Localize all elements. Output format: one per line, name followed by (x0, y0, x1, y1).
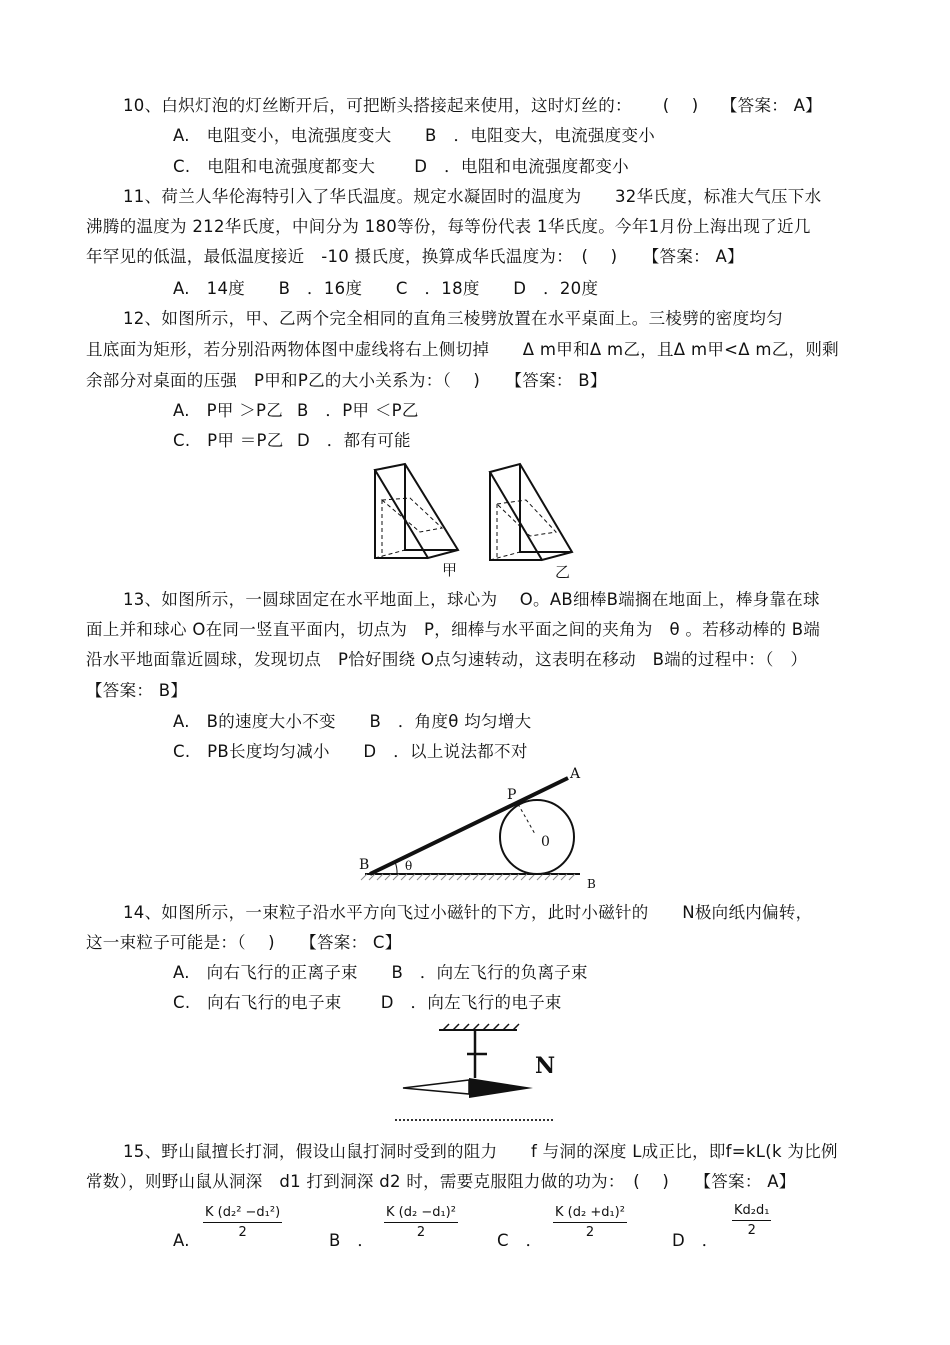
q12-option-a: A. P甲 ＞P乙 (173, 401, 284, 420)
q14-compass-figure (395, 1018, 565, 1128)
wedge-jia (375, 464, 458, 558)
sphere (500, 800, 574, 874)
q13-line1: 13、如图所示，一圆球固定在水平地面上，球心为 O。AB细棒B端搁在地面上，棒身靠在球 (123, 590, 820, 609)
q11-options: A. 14度 B ．16度 C ．18度 D ．20度 (173, 279, 599, 298)
q15-option-d-label: D ． (672, 1231, 719, 1250)
q12-line3: 余部分对桌面的压强 P甲和P乙的大小关系为：（ ) 【答案： B】 (86, 371, 607, 390)
q11-line2: 沸腾的温度为 212华氏度，中间分为 180等份，每等份代表 1华氏度。今年1月份上海出现了近几 (86, 217, 811, 236)
q15-option-a-fraction (203, 1205, 282, 1240)
q15-option-b-fraction (384, 1205, 458, 1240)
q12-option-b: B ．P甲 ＜P乙 (297, 401, 419, 420)
frac-b-numerator: K (d₂ −d₁)² (384, 1205, 458, 1223)
frac-c-denominator: 2 (585, 1225, 595, 1240)
q12-line1: 12、如图所示，甲、乙两个完全相同的直角三棱劈放置在水平桌面上。三棱劈的密度均匀 (123, 309, 783, 328)
q12-wedge-figure (360, 460, 590, 580)
rod-ab (370, 778, 568, 874)
label-theta: θ (405, 859, 413, 873)
radius-op (518, 804, 535, 834)
label-o: 0 (541, 834, 550, 850)
q15-option-b-label: B ． (329, 1231, 375, 1250)
q14-options-ab: A. 向右飞行的正离子束 B ．向左飞行的负离子束 (173, 963, 588, 982)
q15-option-a-label: A. (173, 1231, 190, 1250)
q11-line3: 年罕见的低温，最低温度接近 -10 摄氏度，换算成华氏温度为： ( ) 【答案： A】 (86, 247, 744, 266)
frac-a-denominator: 2 (238, 1225, 247, 1240)
q13-options-cd: C. PB长度均匀减小 D ．以上说法都不对 (173, 742, 528, 761)
q13-options-ab: A. B的速度大小不变 B ．角度θ 均匀增大 (173, 712, 532, 731)
q12-option-d: D ．都有可能 (297, 431, 411, 450)
q15-line1: 15、野山鼠擅长打洞，假设山鼠打洞时受到的阻力 f 与洞的深度 L成正比，即f=kL(k 为比例 (123, 1142, 838, 1161)
label-p: P (507, 787, 517, 803)
q14-line1: 14、如图所示，一束粒子沿水平方向飞过小磁针的下方，此时小磁针的 N极向纸内偏转， (123, 903, 813, 922)
label-jia: 甲 (442, 561, 458, 579)
q10-options-ab: A. 电阻变小，电流强度变大 B ．电阻变大，电流强度变小 (173, 126, 656, 145)
q13-answer: 【答案： B】 (86, 681, 188, 700)
wedge-yi (490, 464, 572, 560)
q14-line2: 这一束粒子可能是：（ ) 【答案： C】 (86, 933, 402, 952)
label-b: B (359, 857, 370, 873)
q10-stem: 10、白炽灯泡的灯丝断开后，可把断头搭接起来使用，这时灯丝的： ( ) 【答案： A】 (123, 96, 822, 115)
label-n: N (535, 1053, 556, 1079)
frac-c-numerator: K (d₂ +d₁)² (553, 1205, 627, 1223)
frac-b-denominator: 2 (416, 1225, 426, 1240)
q15-option-c-label: C ． (497, 1231, 543, 1250)
q13-line2: 面上并和球心 O在同一竖直平面内，切点为 P，细棒与水平面之间的夹角为 θ 。若移动棒的 B端 (86, 620, 821, 639)
q13-rod-sphere-figure (355, 762, 605, 892)
q14-options-cd: C. 向右飞行的电子束 D ．向左飞行的电子束 (173, 993, 562, 1012)
angle-arc (395, 862, 397, 874)
label-yi: 乙 (555, 563, 571, 580)
q12-line2: 且底面为矩形，若分别沿两物体图中虚线将右上侧切掉 Δ m甲和Δ m乙，且Δ m甲<Δ m乙，则剩 (86, 340, 839, 359)
needle-north (469, 1078, 533, 1098)
needle-south (403, 1080, 469, 1094)
q12-option-c: C. P甲 ＝P乙 (173, 431, 284, 450)
q13-line3: 沿水平地面靠近圆球，发现切点 P恰好围绕 O点匀速转动，这表明在移动 B端的过程中：（ ） (86, 650, 808, 669)
q15-line2: 常数），则野山鼠从洞深 d1 打到洞深 d2 时，需要克服阻力做的功为： ( ) 【答案： A】 (86, 1172, 796, 1191)
q11-line1: 11、荷兰人华伦海特引入了华氏温度。规定水凝固时的温度为 32华氏度，标准大气压下水 (123, 187, 822, 206)
q15-option-c-fraction (553, 1205, 627, 1240)
label-a: A (570, 766, 581, 782)
label-b2: B (587, 877, 596, 891)
frac-d-numerator: Kd₂d₁ (732, 1203, 771, 1221)
frac-a-numerator: K (d₂² −d₁²) (203, 1205, 282, 1223)
frac-d-denominator: 2 (747, 1223, 756, 1238)
q15-option-d-fraction (732, 1203, 771, 1238)
q10-options-cd: C. 电阻和电流强度都变大 D ．电阻和电流强度都变小 (173, 157, 629, 176)
